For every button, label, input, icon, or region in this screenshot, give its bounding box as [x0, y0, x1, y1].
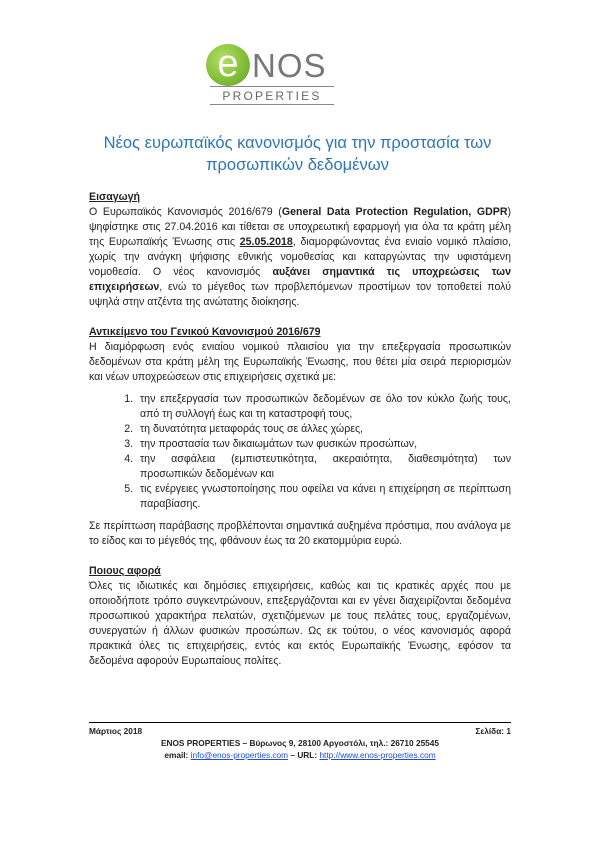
logo-properties-text: PROPERTIES — [222, 89, 322, 103]
footer-address: ENOS PROPERTIES – Βύρωνος 9, 28100 Αργοστόλι, τηλ.: 26710 25545 — [160, 738, 440, 748]
email-label: email: — [164, 750, 191, 760]
logo-nos-text: NOS — [252, 47, 327, 84]
list-item: 5. τις ενέργειες γνωστοποίησης που οφείλει να κάνει η επιχείρηση σε περίπτωση παραβίασης. — [136, 482, 511, 512]
footer-contacts — [89, 749, 511, 761]
footer-date: Μάρτιος 2018 — [89, 726, 143, 736]
who-heading: Ποιους αφορά — [89, 565, 161, 577]
list-item: 2. τη δυνατότητα μεταφοράς τους σε άλλες χώρες, — [136, 422, 511, 437]
who-paragraph: Όλες τις ιδιωτικές και δημόσιες επιχειρήσεις, καθώς και τις κρατικές αρχές που με οποιοδήποτε τρόπο συγκεντρώνουν, επεξεργάζονται και εν γένει διαχειρίζονται δεδομένα προσωπικού χαρακτήρα πελατών, σχετιζόμενων με τους πελάτες τους, εργαζομένων, συνεργατών ή άλλων φυσικών προσώπων. Ως εκ τούτου, ο νέος κανονισμός αφορά πρακτικά όλες τις επιχειρήσεις, εντός και εκτός Ευρωπαϊκής Ένωσης, εφόσον τα δεδομένα αφορούν Ευρωπαίους πολίτες. — [89, 580, 511, 667]
intro-text-4: , ενώ το μέγεθος των προβλεπόμενων προστίμων τον τοποθετεί πολύ υψηλά στην ατζέντα της ανώτατης διοίκησης. — [89, 281, 511, 308]
effective-date: 25.05.2018 — [239, 236, 293, 248]
page-footer — [89, 722, 511, 761]
intro-emphasis: αυξάνει σημαντικά τις υποχρεώσεις των επιχειρήσεων — [89, 266, 512, 293]
intro-text-3: , διαμορφώνοντας ένα ενιαίο νομικό πλαίσιο, χωρίς την ανάγκη ψήφισης εθνικής νομοθεσίας και καταργώντας την υφιστάμενη νομοθεσία. Ο νέος κανονισμός — [89, 236, 511, 278]
logo-divider-bottom — [210, 104, 334, 105]
url-label: URL: — [297, 750, 320, 760]
penalty-paragraph: Σε περίπτωση παράβασης προβλέπονται σημαντικά αυξημένα πρόστιμα, που ανάλογα με το είδος και το μέγεθός της, φθάνουν έως τα 20 εκατομμύρια ευρώ. — [89, 520, 511, 547]
scope-list — [89, 392, 511, 512]
list-item: 4. την ασφάλεια (εμπιστευτικότητα, ακεραιότητα, διαθεσιμότητα) των προσωπικών δεδομένων και — [136, 452, 511, 482]
footer-page-number: Σελίδα: 1 — [475, 726, 511, 736]
gdpr-name: General Data Protection Regulation, GDPR — [281, 206, 508, 218]
intro-paragraph — [89, 205, 511, 310]
enos-properties-logo — [206, 44, 336, 106]
footer-separator: – — [288, 750, 298, 760]
list-item: 3. την προστασία των δικαιωμάτων των φυσικών προσώπων, — [136, 437, 511, 452]
footer-divider — [89, 722, 511, 723]
document-body — [89, 190, 511, 669]
intro-text-1: Ο Ευρωπαϊκός Κανονισμός 2016/679 ( — [89, 206, 282, 218]
website-link[interactable]: http://www.enos-properties.com — [319, 750, 436, 760]
email-link[interactable]: info@enos-properties.com — [190, 750, 289, 760]
logo-e-circle: e — [206, 44, 250, 86]
intro-text-2: ) ψηφίστηκε στις 27.04.2016 και τίθεται σε υποχρεωτική εφαρμογή για όλα τα κράτη μέλη της Ευρωπαϊκής Ένωσης στις — [89, 206, 511, 248]
scope-paragraph: Η διαμόρφωση ενός ενιαίου νομικού πλαισίου για την επεξεργασία προσωπικών δεδομένων στα κράτη μέλη της Ευρωπαϊκής Ένωσης, που θέτει μία σειρά περιορισμών και νέων υποχρεώσεων στις επιχειρήσεις σχετικά με: — [89, 341, 511, 383]
logo-divider — [210, 86, 334, 87]
document-title: Νέος ευρωπαϊκός κανονισμός για την προστασία των προσωπικών δεδομένων — [103, 134, 492, 174]
scope-heading: Αντικείμενο του Γενικού Κανονισμού 2016/679 — [89, 326, 321, 338]
intro-heading: Εισαγωγή — [89, 191, 140, 203]
list-item: 1. την επεξεργασία των προσωπικών δεδομένων σε όλο τον κύκλο ζωής τους, από τη συλλογή έως και τη καταστροφή τους, — [136, 392, 511, 422]
